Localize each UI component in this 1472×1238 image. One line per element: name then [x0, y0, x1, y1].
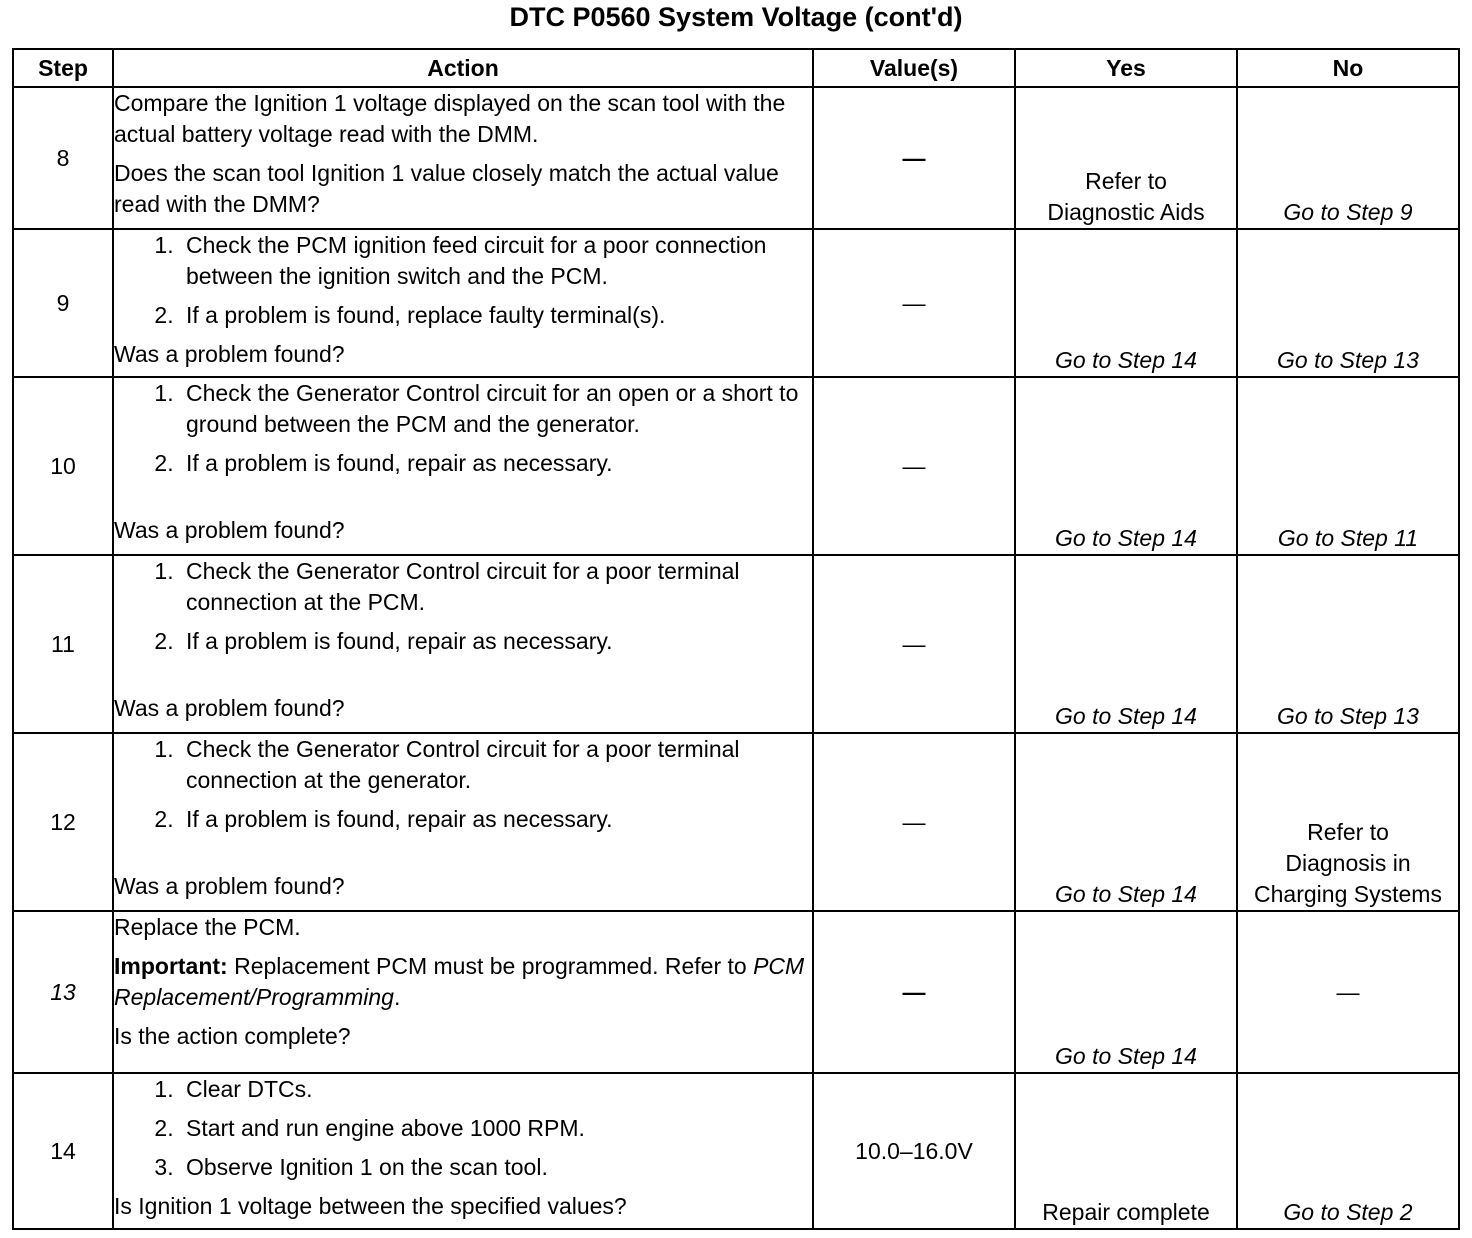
- yes-text: Diagnostic Aids: [1047, 199, 1205, 225]
- header-no: No: [1237, 49, 1459, 87]
- no-cell: —: [1237, 911, 1459, 1073]
- action-question: Is Ignition 1 voltage between the specified values?: [114, 1193, 627, 1219]
- table-row: [13, 1073, 1459, 1229]
- action-cell: [113, 229, 813, 377]
- action-list-item: 2. If a problem is found, repair as necessary.: [180, 804, 812, 835]
- action-list: [114, 1074, 812, 1183]
- no-cell: Go to Step 9: [1237, 87, 1459, 229]
- value-cell: —: [813, 555, 1015, 733]
- spacer: [114, 665, 812, 693]
- action-cell: [113, 911, 813, 1073]
- header-step: Step: [13, 49, 113, 87]
- step-number: 8: [13, 87, 113, 229]
- action-cell: [113, 87, 813, 229]
- step-number: 13: [13, 911, 113, 1073]
- step-number: 10: [13, 377, 113, 555]
- action-list-item: 2. Start and run engine above 1000 RPM.: [180, 1113, 812, 1144]
- yes-cell: Repair complete: [1015, 1073, 1237, 1229]
- no-text: Charging Systems: [1254, 881, 1442, 907]
- important-note: [114, 951, 812, 1013]
- action-question: Is the action complete?: [114, 1023, 351, 1049]
- no-cell: [1237, 733, 1459, 911]
- action-list-item: 1. Check the Generator Control circuit for a poor terminal connection at the PCM.: [180, 556, 812, 618]
- action-cell: [113, 555, 813, 733]
- spacer: [114, 487, 812, 515]
- action-list-item: 1. Clear DTCs.: [180, 1074, 812, 1105]
- table-row: [13, 911, 1459, 1073]
- header-row: [13, 49, 1459, 87]
- header-yes: Yes: [1015, 49, 1237, 87]
- step-number: 9: [13, 229, 113, 377]
- spacer: [114, 843, 812, 871]
- no-cell: Go to Step 2: [1237, 1073, 1459, 1229]
- action-list-item: 1. Check the Generator Control circuit for a poor terminal connection at the generator.: [180, 734, 812, 796]
- action-list-item: 2. If a problem is found, repair as necessary.: [180, 626, 812, 657]
- step-number: 12: [13, 733, 113, 911]
- yes-cell: Go to Step 14: [1015, 733, 1237, 911]
- table-row: [13, 87, 1459, 229]
- action-list-item: 1. Check the Generator Control circuit for an open or a short to ground between the PCM and the generator.: [180, 378, 812, 440]
- value-cell: —: [813, 911, 1015, 1073]
- header-values: Value(s): [813, 49, 1015, 87]
- value-cell: —: [813, 87, 1015, 229]
- value-cell: —: [813, 229, 1015, 377]
- action-list: [114, 734, 812, 835]
- yes-cell: Go to Step 14: [1015, 911, 1237, 1073]
- step-number: 14: [13, 1073, 113, 1229]
- action-question: Does the scan tool Ignition 1 value closely match the actual value read with the DMM?: [114, 160, 779, 217]
- table-row: [13, 733, 1459, 911]
- action-cell: [113, 377, 813, 555]
- action-list-item: 1. Check the PCM ignition feed circuit for a poor connection between the ignition switch and the PCM.: [180, 230, 812, 292]
- yes-text: Refer to: [1085, 168, 1167, 194]
- action-text: Compare the Ignition 1 voltage displayed on the scan tool with the actual battery voltage read with the DMM.: [114, 90, 786, 147]
- action-question: Was a problem found?: [114, 695, 345, 721]
- page-title: DTC P0560 System Voltage (cont'd): [509, 2, 963, 32]
- action-list-item: 2. If a problem is found, repair as necessary.: [180, 448, 812, 479]
- table-row: [13, 229, 1459, 377]
- yes-cell: Go to Step 14: [1015, 229, 1237, 377]
- value-cell: 10.0–16.0V: [813, 1073, 1015, 1229]
- no-cell: Go to Step 13: [1237, 555, 1459, 733]
- action-question: Was a problem found?: [114, 341, 345, 367]
- action-list-item: 3. Observe Ignition 1 on the scan tool.: [180, 1152, 812, 1183]
- important-end: .: [393, 984, 401, 1010]
- important-label: Important:: [114, 953, 228, 979]
- important-text: Replacement PCM must be programmed. Refer to: [227, 953, 754, 979]
- table-row: [13, 377, 1459, 555]
- action-text: Replace the PCM.: [114, 914, 301, 940]
- no-cell: Go to Step 11: [1237, 377, 1459, 555]
- yes-cell: [1015, 87, 1237, 229]
- action-list-item: 2. If a problem is found, replace faulty terminal(s).: [180, 300, 812, 331]
- action-list: [114, 230, 812, 331]
- important-link: PCM Replacement/Programming: [114, 953, 805, 1010]
- header-action: Action: [113, 49, 813, 87]
- no-text: Refer to: [1307, 819, 1389, 845]
- step-number: 11: [13, 555, 113, 733]
- yes-cell: Go to Step 14: [1015, 555, 1237, 733]
- yes-cell: Go to Step 14: [1015, 377, 1237, 555]
- action-list: [114, 378, 812, 479]
- value-cell: —: [813, 733, 1015, 911]
- action-list: [114, 556, 812, 657]
- no-cell: Go to Step 13: [1237, 229, 1459, 377]
- table-row: [13, 555, 1459, 733]
- dtc-table: [12, 48, 1460, 1230]
- value-cell: —: [813, 377, 1015, 555]
- action-question: Was a problem found?: [114, 873, 345, 899]
- action-question: Was a problem found?: [114, 517, 345, 543]
- action-cell: [113, 733, 813, 911]
- action-cell: [113, 1073, 813, 1229]
- no-text: Diagnosis in: [1285, 850, 1411, 876]
